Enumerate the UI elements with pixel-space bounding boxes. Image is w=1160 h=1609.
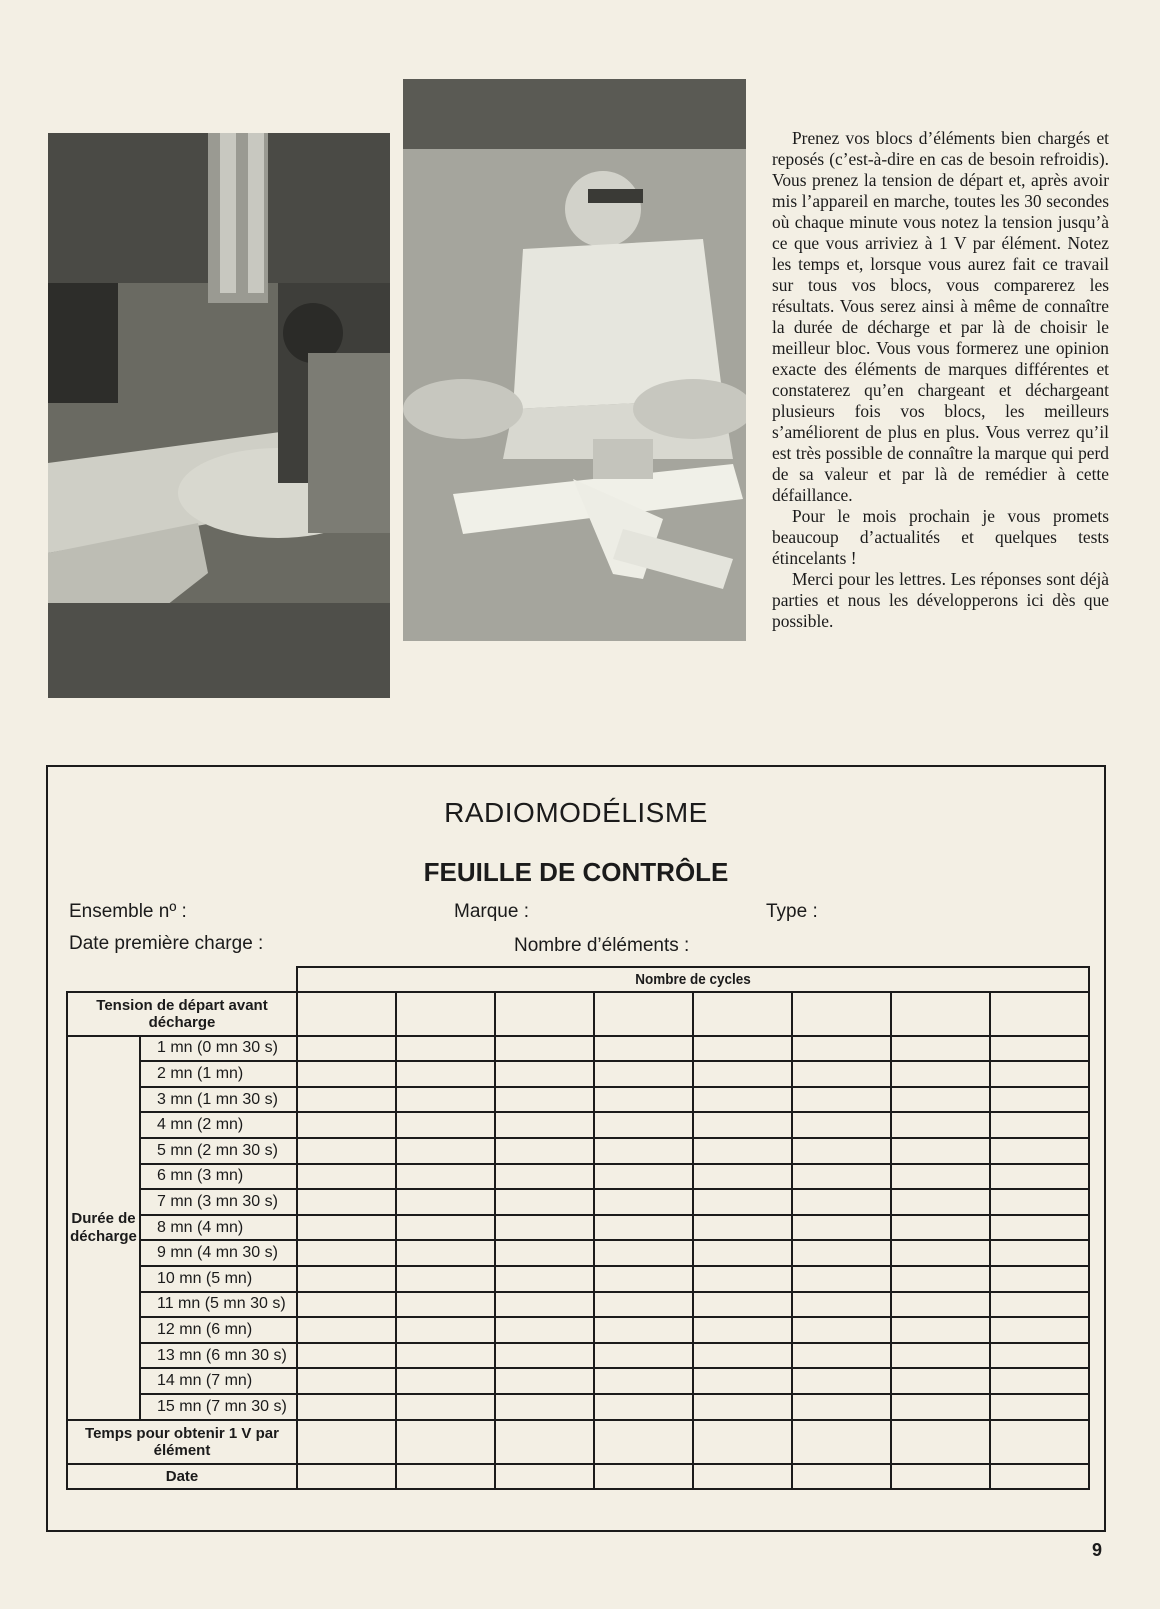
- table-cell[interactable]: [594, 1164, 693, 1190]
- table-cell[interactable]: [891, 1112, 990, 1138]
- table-cell[interactable]: [396, 1266, 495, 1292]
- table-cell[interactable]: [297, 1087, 396, 1113]
- table-cell[interactable]: [396, 1061, 495, 1087]
- minute-label: 10 mn (5 mn): [140, 1266, 297, 1292]
- table-cell[interactable]: [297, 1036, 396, 1062]
- table-cell[interactable]: [891, 1138, 990, 1164]
- control-table: [66, 966, 1090, 1490]
- table-cell[interactable]: [297, 1292, 396, 1318]
- table-cell[interactable]: [792, 1266, 891, 1292]
- page-number: 9: [1092, 1540, 1103, 1560]
- table-cell[interactable]: [792, 1394, 891, 1420]
- table-cell[interactable]: [396, 1292, 495, 1318]
- table-cell[interactable]: [594, 1240, 693, 1266]
- minute-row: [67, 1317, 1089, 1343]
- table-cell[interactable]: [891, 1317, 990, 1343]
- table-cell[interactable]: [693, 1189, 792, 1215]
- minute-row: [67, 1189, 1089, 1215]
- photo-modeller-crouching: [403, 79, 746, 641]
- table-cell[interactable]: [792, 1464, 891, 1490]
- minute-label: 11 mn (5 mn 30 s): [140, 1292, 297, 1318]
- table-cell[interactable]: [594, 1138, 693, 1164]
- table-cell[interactable]: [495, 1394, 594, 1420]
- table-cell[interactable]: [990, 1343, 1089, 1369]
- table-cell[interactable]: [693, 1087, 792, 1113]
- minute-label: 15 mn (7 mn 30 s): [140, 1394, 297, 1420]
- table-cell[interactable]: [594, 1394, 693, 1420]
- table-cell[interactable]: [990, 1189, 1089, 1215]
- table-cell[interactable]: [495, 1087, 594, 1113]
- table-cell[interactable]: [495, 1215, 594, 1241]
- minute-row: [67, 1368, 1089, 1394]
- cycles-header: Nombre de cycles: [337, 967, 1050, 992]
- table-cell[interactable]: [297, 1138, 396, 1164]
- table-cell[interactable]: [396, 1036, 495, 1062]
- table-cell[interactable]: [495, 1240, 594, 1266]
- table-cell[interactable]: [594, 1266, 693, 1292]
- table-cell[interactable]: [792, 1036, 891, 1062]
- form-subtitle: FEUILLE DE CONTRÔLE: [423, 857, 729, 887]
- article-paragraph: Merci pour les lettres. Les réponses sont déjà parties et nous les développerons ici dès que possible.: [772, 569, 1109, 631]
- table-cell[interactable]: [396, 1164, 495, 1190]
- table-cell[interactable]: [792, 1317, 891, 1343]
- table-cell[interactable]: [792, 1138, 891, 1164]
- minute-label: 12 mn (6 mn): [140, 1317, 297, 1343]
- table-cell[interactable]: [990, 1112, 1089, 1138]
- minute-row: [67, 1087, 1089, 1113]
- table-cell[interactable]: [792, 1292, 891, 1318]
- table-cell[interactable]: [594, 1189, 693, 1215]
- table-cell[interactable]: [297, 1464, 396, 1490]
- table-cell[interactable]: [792, 1164, 891, 1190]
- minute-row: [67, 1215, 1089, 1241]
- table-cell[interactable]: [495, 1266, 594, 1292]
- table-cell[interactable]: [792, 1061, 891, 1087]
- table-cell[interactable]: [396, 1420, 495, 1464]
- table-cell[interactable]: [396, 992, 495, 1036]
- table-cell[interactable]: [594, 1215, 693, 1241]
- table-cell[interactable]: [693, 1266, 792, 1292]
- table-cell[interactable]: [297, 1266, 396, 1292]
- table-cell[interactable]: [594, 1464, 693, 1490]
- table-cell[interactable]: [594, 992, 693, 1036]
- table-cell[interactable]: [495, 1036, 594, 1062]
- field-ensemble: Ensemble nº :: [69, 901, 187, 922]
- table-cell[interactable]: [891, 1394, 990, 1420]
- table-cell[interactable]: [990, 1394, 1089, 1420]
- table-cell[interactable]: [792, 1087, 891, 1113]
- minute-label: 4 mn (2 mn): [140, 1112, 297, 1138]
- table-cell[interactable]: [297, 1240, 396, 1266]
- article-paragraph: Pour le mois prochain je vous promets beaucoup d’actualités et quelques tests étincelants !: [772, 506, 1109, 568]
- table-cell[interactable]: [297, 1061, 396, 1087]
- table-cell[interactable]: [990, 1292, 1089, 1318]
- table-cell[interactable]: [693, 1036, 792, 1062]
- table-cell[interactable]: [693, 1164, 792, 1190]
- table-cell[interactable]: [693, 1138, 792, 1164]
- table-cell[interactable]: [792, 1420, 891, 1464]
- table-cell[interactable]: [297, 1215, 396, 1241]
- table-cell[interactable]: [396, 1343, 495, 1369]
- minute-label: 6 mn (3 mn): [140, 1164, 297, 1190]
- table-cell[interactable]: [396, 1138, 495, 1164]
- table-cell[interactable]: [693, 1343, 792, 1369]
- table-cell[interactable]: [396, 1317, 495, 1343]
- row-label-temps: Temps pour obtenir 1 V par élément: [67, 1420, 297, 1464]
- field-type: Type :: [766, 901, 818, 922]
- table-cell[interactable]: [990, 1266, 1089, 1292]
- table-cell[interactable]: [891, 1464, 990, 1490]
- table-cell[interactable]: [297, 1189, 396, 1215]
- minute-label: 5 mn (2 mn 30 s): [140, 1138, 297, 1164]
- table-cell[interactable]: [396, 1368, 495, 1394]
- minute-row: [67, 1112, 1089, 1138]
- table-cell[interactable]: [891, 1036, 990, 1062]
- table-cell[interactable]: [990, 992, 1089, 1036]
- minute-label: 8 mn (4 mn): [140, 1215, 297, 1241]
- table-cell[interactable]: [594, 1343, 693, 1369]
- minute-label: 7 mn (3 mn 30 s): [140, 1189, 297, 1215]
- table-cell[interactable]: [495, 1292, 594, 1318]
- table-cell[interactable]: [693, 1061, 792, 1087]
- article-text: [772, 128, 1109, 632]
- minute-label: 14 mn (7 mn): [140, 1368, 297, 1394]
- table-cell[interactable]: [594, 1420, 693, 1464]
- table-cell[interactable]: [495, 1343, 594, 1369]
- table-cell[interactable]: [396, 1087, 495, 1113]
- table-cell[interactable]: [891, 1240, 990, 1266]
- table-cell[interactable]: [990, 1420, 1089, 1464]
- field-marque: Marque :: [454, 901, 529, 922]
- minute-label: 9 mn (4 mn 30 s): [140, 1240, 297, 1266]
- table-cell[interactable]: [495, 992, 594, 1036]
- table-cell[interactable]: [693, 1215, 792, 1241]
- table-cell[interactable]: [990, 1215, 1089, 1241]
- minute-row: [67, 1036, 1089, 1062]
- table-cell[interactable]: [891, 1215, 990, 1241]
- table-cell[interactable]: [495, 1138, 594, 1164]
- table-cell[interactable]: [792, 1112, 891, 1138]
- table-cell[interactable]: [891, 1061, 990, 1087]
- table-cell[interactable]: [396, 1240, 495, 1266]
- table-cell[interactable]: [396, 1394, 495, 1420]
- table-cell[interactable]: [693, 1112, 792, 1138]
- table-cell[interactable]: [792, 1215, 891, 1241]
- table-cell[interactable]: [792, 1189, 891, 1215]
- table-cell[interactable]: [693, 1368, 792, 1394]
- form-title: RADIOMODÉLISME: [444, 797, 708, 828]
- minute-label: 1 mn (0 mn 30 s): [140, 1036, 297, 1062]
- table-cell[interactable]: [693, 1317, 792, 1343]
- table-cell[interactable]: [495, 1464, 594, 1490]
- table-cell[interactable]: [693, 992, 792, 1036]
- table-cell[interactable]: [396, 1215, 495, 1241]
- minute-row: [67, 1266, 1089, 1292]
- table-cell[interactable]: [297, 1420, 396, 1464]
- table-cell[interactable]: [396, 1112, 495, 1138]
- table-cell[interactable]: [792, 992, 891, 1036]
- field-nombre-elements: Nombre d’éléments :: [514, 935, 690, 956]
- minute-row: [67, 1138, 1089, 1164]
- table-cell[interactable]: [693, 1394, 792, 1420]
- table-cell[interactable]: [693, 1292, 792, 1318]
- table-cell[interactable]: [297, 992, 396, 1036]
- table-cell[interactable]: [495, 1420, 594, 1464]
- table-cell[interactable]: [891, 1420, 990, 1464]
- table-cell[interactable]: [594, 1036, 693, 1062]
- table-cell[interactable]: [594, 1061, 693, 1087]
- table-cell[interactable]: [297, 1112, 396, 1138]
- table-cell[interactable]: [495, 1317, 594, 1343]
- table-cell[interactable]: [891, 1164, 990, 1190]
- table-cell[interactable]: [891, 1189, 990, 1215]
- table-cell[interactable]: [891, 1087, 990, 1113]
- minute-row: [67, 1292, 1089, 1318]
- table-cell[interactable]: [891, 992, 990, 1036]
- table-cell[interactable]: [990, 1087, 1089, 1113]
- table-cell[interactable]: [891, 1292, 990, 1318]
- minute-row: [67, 1164, 1089, 1190]
- table-cell[interactable]: [693, 1240, 792, 1266]
- table-cell[interactable]: [792, 1343, 891, 1369]
- table-cell[interactable]: [396, 1464, 495, 1490]
- photo-model-jet: [48, 133, 390, 698]
- table-cell[interactable]: [792, 1368, 891, 1394]
- table-cell[interactable]: [891, 1266, 990, 1292]
- minute-label: 13 mn (6 mn 30 s): [140, 1343, 297, 1369]
- control-sheet-form: [46, 765, 1106, 1532]
- table-cell[interactable]: [693, 1464, 792, 1490]
- table-cell[interactable]: [495, 1061, 594, 1087]
- table-cell[interactable]: [693, 1420, 792, 1464]
- minute-row: [67, 1343, 1089, 1369]
- row-label-date: Date: [67, 1464, 297, 1490]
- table-cell[interactable]: [891, 1343, 990, 1369]
- minute-row: [67, 1394, 1089, 1420]
- table-cell[interactable]: [594, 1292, 693, 1318]
- table-cell[interactable]: [990, 1036, 1089, 1062]
- minute-label: 2 mn (1 mn): [140, 1061, 297, 1087]
- table-cell[interactable]: [792, 1240, 891, 1266]
- table-cell[interactable]: [990, 1368, 1089, 1394]
- table-corner: [67, 967, 297, 992]
- table-cell[interactable]: [495, 1164, 594, 1190]
- table-cell[interactable]: [594, 1368, 693, 1394]
- table-cell[interactable]: [495, 1112, 594, 1138]
- article-paragraph: Prenez vos blocs d’éléments bien chargés et reposés (c’est-à-dire en cas de besoin refroidis). Vous prenez la tension de départ et, après avoir mis l’appareil en marche, toutes les 30 secondes où chaque minute vous notez la tension jusqu’à ce que vous arriviez à 1 V par élément. Notez les temps et, lorsque vous aurez fait ce travail sur tous vos blocs, vous comparerez les résultats. Vous serez ainsi à même de connaître la durée de décharge et par là de choisir le meilleur bloc. Vous vous formerez une opinion exacte des éléments de marques différentes et constaterez qu’en chargeant et déchargeant plusieurs fois vos blocs, les meilleurs s’améliorent de plus en plus. Vous verrez qu’il est très possible de connaître la marque qui perd de sa valeur et par là de remédier à cette défaillance.: [772, 128, 1109, 505]
- table-cell[interactable]: [990, 1240, 1089, 1266]
- table-cell[interactable]: [990, 1317, 1089, 1343]
- table-cell[interactable]: [990, 1061, 1089, 1087]
- table-cell[interactable]: [297, 1368, 396, 1394]
- row-label-duree: Durée de décharge: [67, 1036, 140, 1420]
- table-cell[interactable]: [990, 1138, 1089, 1164]
- table-cell[interactable]: [495, 1189, 594, 1215]
- table-cell[interactable]: [594, 1087, 693, 1113]
- table-cell[interactable]: [990, 1464, 1089, 1490]
- minute-row: [67, 1061, 1089, 1087]
- table-cell[interactable]: [495, 1368, 594, 1394]
- minute-row: [67, 1240, 1089, 1266]
- table-cell[interactable]: [297, 1164, 396, 1190]
- table-cell[interactable]: [891, 1368, 990, 1394]
- table-cell[interactable]: [594, 1317, 693, 1343]
- row-label-tension: Tension de départ avant décharge: [67, 992, 297, 1036]
- table-cell[interactable]: [594, 1112, 693, 1138]
- table-cell[interactable]: [396, 1189, 495, 1215]
- table-cell[interactable]: [990, 1164, 1089, 1190]
- minute-label: 3 mn (1 mn 30 s): [140, 1087, 297, 1113]
- table-cell[interactable]: [297, 1343, 396, 1369]
- table-cell[interactable]: [297, 1394, 396, 1420]
- table-cell[interactable]: [297, 1317, 396, 1343]
- field-date-premiere-charge: Date première charge :: [69, 933, 264, 954]
